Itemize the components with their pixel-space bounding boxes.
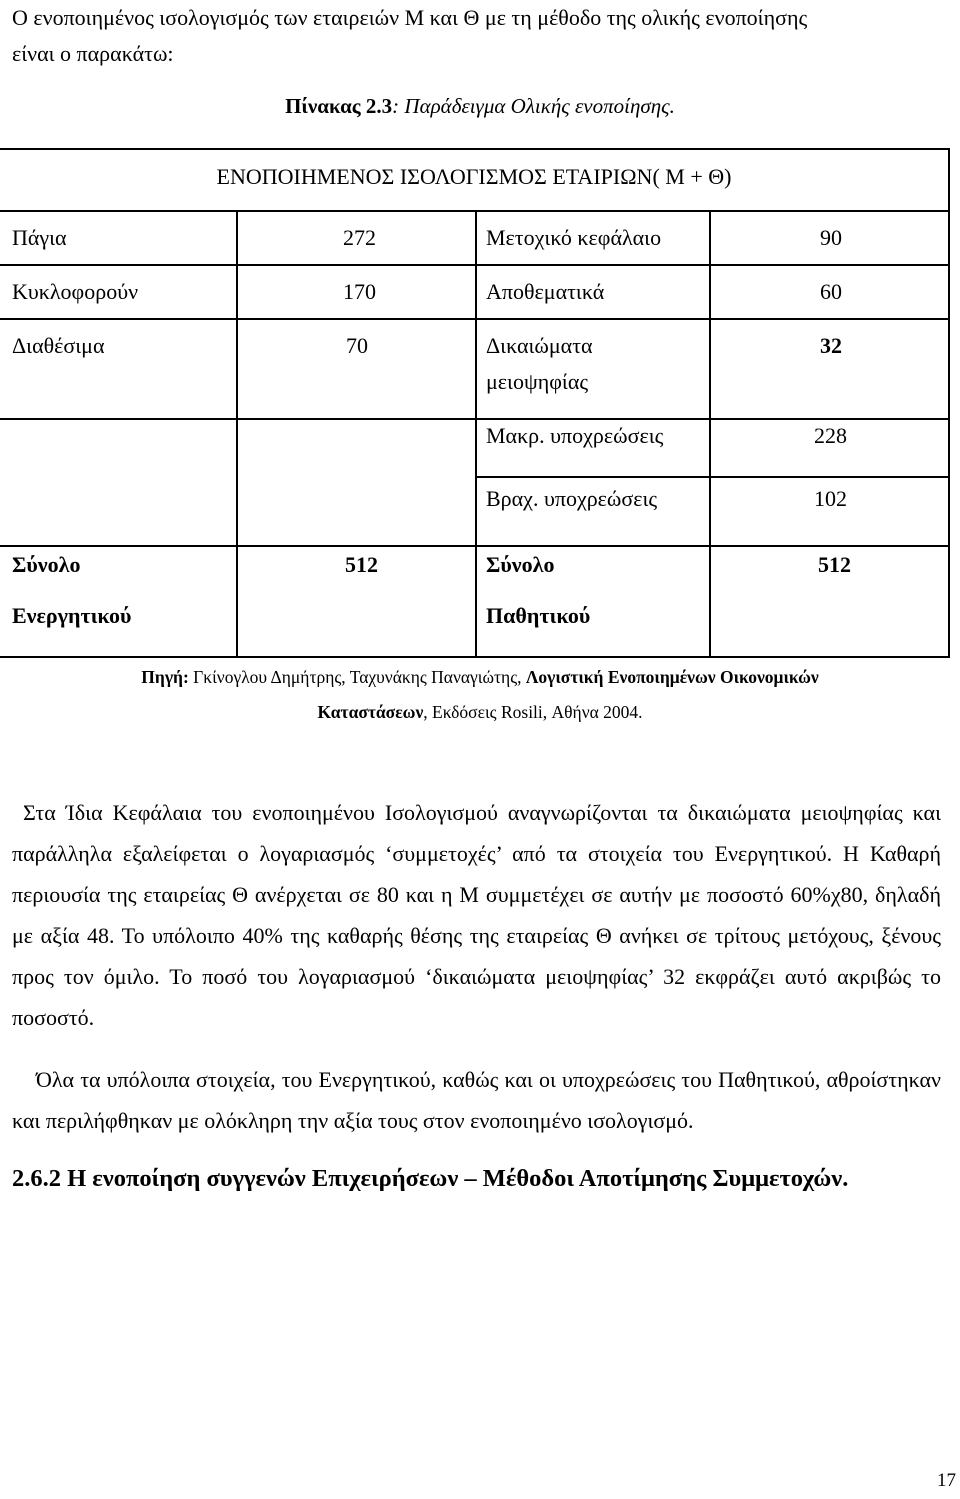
asset-label: Διαθέσιμα (12, 333, 105, 358)
page-number: 17 (937, 1470, 956, 1491)
total-liabilities-label: Σύνολο (486, 552, 555, 577)
table-caption (0, 94, 960, 119)
liability-value: 32 (820, 333, 842, 358)
liability-label: Αποθεματικά (486, 279, 605, 304)
liability-label: Μακρ. υποχρεώσεις (486, 423, 664, 448)
table-title: ΕΝΟΠΟΙΗΜΕΝΟΣ ΙΣΟΛΟΓΙΣΜΟΣ ΕΤΑΙΡΙΩΝ( Μ + Θ) (216, 164, 732, 189)
liability-label: Μετοχικό κεφάλαιο (486, 225, 662, 250)
source-authors: Γκίνογλου Δημήτρης, Ταχυνάκης Παναγιώτης, (188, 667, 526, 687)
section-heading: 2.6.2 Η ενοποίηση συγγενών Επιχειρήσεων – Μέθοδοι Αποτίμησης Συμμετοχών. (12, 1165, 849, 1192)
table-source (0, 660, 960, 730)
total-liabilities-label: Παθητικού (486, 603, 591, 628)
asset-label: Κυκλοφορούν (12, 279, 139, 304)
body-paragraph: Όλα τα υπόλοιπα στοιχεία, του Ενεργητικού, καθώς και οι υποχρεώσεις του Παθητικού, αθροίστηκαν και περιλήφθηκαν με ολόκληρη την αξία τους στον ενοποιημένο ισολογισμό. (12, 1067, 941, 1133)
total-liabilities-value: 512 (818, 552, 851, 577)
balance-sheet-table (0, 148, 948, 658)
liability-label: Δικαιώματα (486, 333, 593, 358)
caption-label: Πίνακας 2.3 (285, 94, 393, 118)
source-book-title: Λογιστική Ενοποιημένων Οικονομικών (525, 667, 819, 687)
intro-text (12, 0, 807, 72)
total-assets-label: Ενεργητικού (12, 603, 132, 628)
liability-label: Βραχ. υποχρεώσεις (486, 486, 658, 511)
liability-value: 102 (814, 486, 847, 511)
liability-label: μειοψηφίας (486, 369, 589, 394)
intro-line-2: είναι ο παρακάτω: (12, 41, 174, 66)
liability-value: 90 (820, 225, 842, 250)
source-book-title: Καταστάσεων (317, 702, 424, 722)
intro-line-1: Ο ενοποιημένος ισολογισμός των εταιρειών Μ και Θ με τη μέθοδο της ολικής ενοποίησης (12, 5, 808, 30)
total-assets-label: Σύνολο (12, 552, 81, 577)
asset-value: 272 (343, 225, 376, 250)
source-publisher: , Εκδόσεις Rosili, Αθήνα 2004. (423, 702, 643, 722)
total-assets-value: 512 (345, 552, 378, 577)
asset-label: Πάγια (12, 225, 67, 250)
asset-value: 70 (346, 333, 368, 358)
asset-value: 170 (343, 279, 376, 304)
body-paragraph: Στα Ίδια Κεφάλαια του ενοποιημένου Ισολογισμού αναγνωρίζονται τα δικαιώματα μειοψηφίας και παράλληλα εξαλείφεται ο λογαριασμός ‘συμμετοχές’ από τα στοιχεία του Ενεργητικού. Η Καθαρή περιουσία της εταιρείας Θ ανέρχεται σε 80 και η Μ συμμετέχει σε αυτήν με ποσοστό 60%χ80, δηλαδή με αξία 48. Το υπόλοιπο 40% της καθαρής θέσης της εταιρείας Θ ανήκει σε τρίτους μετόχους, ξένους προς τον όμιλο. Το ποσό του λογαριασμού ‘δικαιώματα μειοψηφίας’ 32 εκφράζει αυτό ακριβώς το ποσοστό. (12, 800, 941, 1030)
liability-value: 60 (820, 279, 842, 304)
liability-value: 228 (814, 423, 847, 448)
caption-text: : Παράδειγμα Ολικής ενοποίησης. (392, 94, 675, 118)
source-prefix: Πηγή: (141, 667, 189, 687)
